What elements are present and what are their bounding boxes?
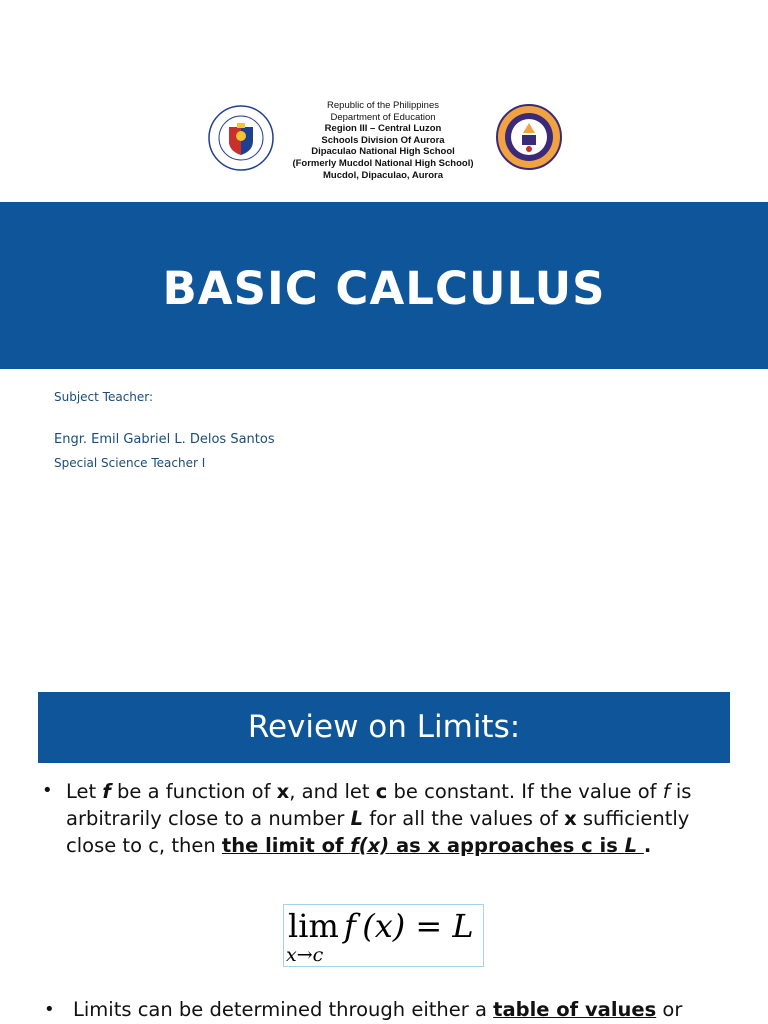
text-run: . [643,834,652,857]
text-run: c [375,780,388,803]
document-header [0,0,768,202]
text-run: x [564,807,577,830]
text-run: L [624,834,644,857]
text-run: x [276,780,290,803]
limit-definition-paragraph [66,778,726,859]
text-run: f [102,780,111,803]
formula-subscript: x→c [286,944,324,966]
text-run: the limit of [221,834,351,857]
header-line: Dipaculao National High School [311,146,455,158]
document-title: BASIC CALCULUS [162,262,606,315]
school-seal-logo [496,103,562,171]
teacher-name: Engr. Emil Gabriel L. Delos Santos [54,432,275,447]
text-run: be constant. If the value of [387,780,663,803]
text-run: f [662,780,670,803]
teacher-role: Special Science Teacher I [54,456,206,470]
header-line: Mucdol, Dipaculao, Aurora [323,169,443,181]
text-run: Let [66,780,103,803]
limit-definition-emphasis [222,834,644,857]
header-line: Schools Division Of Aurora [321,134,445,146]
header-line: Region III – Central Luzon [324,123,442,135]
deped-seal-logo [208,105,274,171]
header-line: Department of Education [330,111,436,123]
text-run: f(x) [350,834,390,857]
limit-formula [283,904,484,967]
text-run: or [656,998,683,1021]
subject-teacher-label: Subject Teacher: [54,390,154,404]
bullet-marker: • [42,780,53,801]
header-line: Republic of the Philippines [327,100,439,111]
text-run: Limits can be determined through either a [73,998,494,1021]
text-run: sufficiently close to c, then [66,807,690,857]
text-run: be a function of [110,780,277,803]
table-of-values-emphasis: table of values [493,998,657,1021]
limits-methods-paragraph [73,996,733,1023]
text-run: L [350,807,364,830]
formula-lim: lim [288,907,339,945]
review-title: Review on Limits: [247,709,521,745]
text-run: as x approaches c is [389,834,625,857]
text-run: is arbitrarily close to a number [66,780,692,830]
header-text-block [283,100,483,181]
text-run: , and let [289,780,376,803]
text-run: for all the values of [363,807,565,830]
header-line: (Formerly Mucdol National High School) [292,157,474,169]
bullet-marker: • [44,999,55,1020]
formula-expression: f (x) = L [344,907,474,945]
